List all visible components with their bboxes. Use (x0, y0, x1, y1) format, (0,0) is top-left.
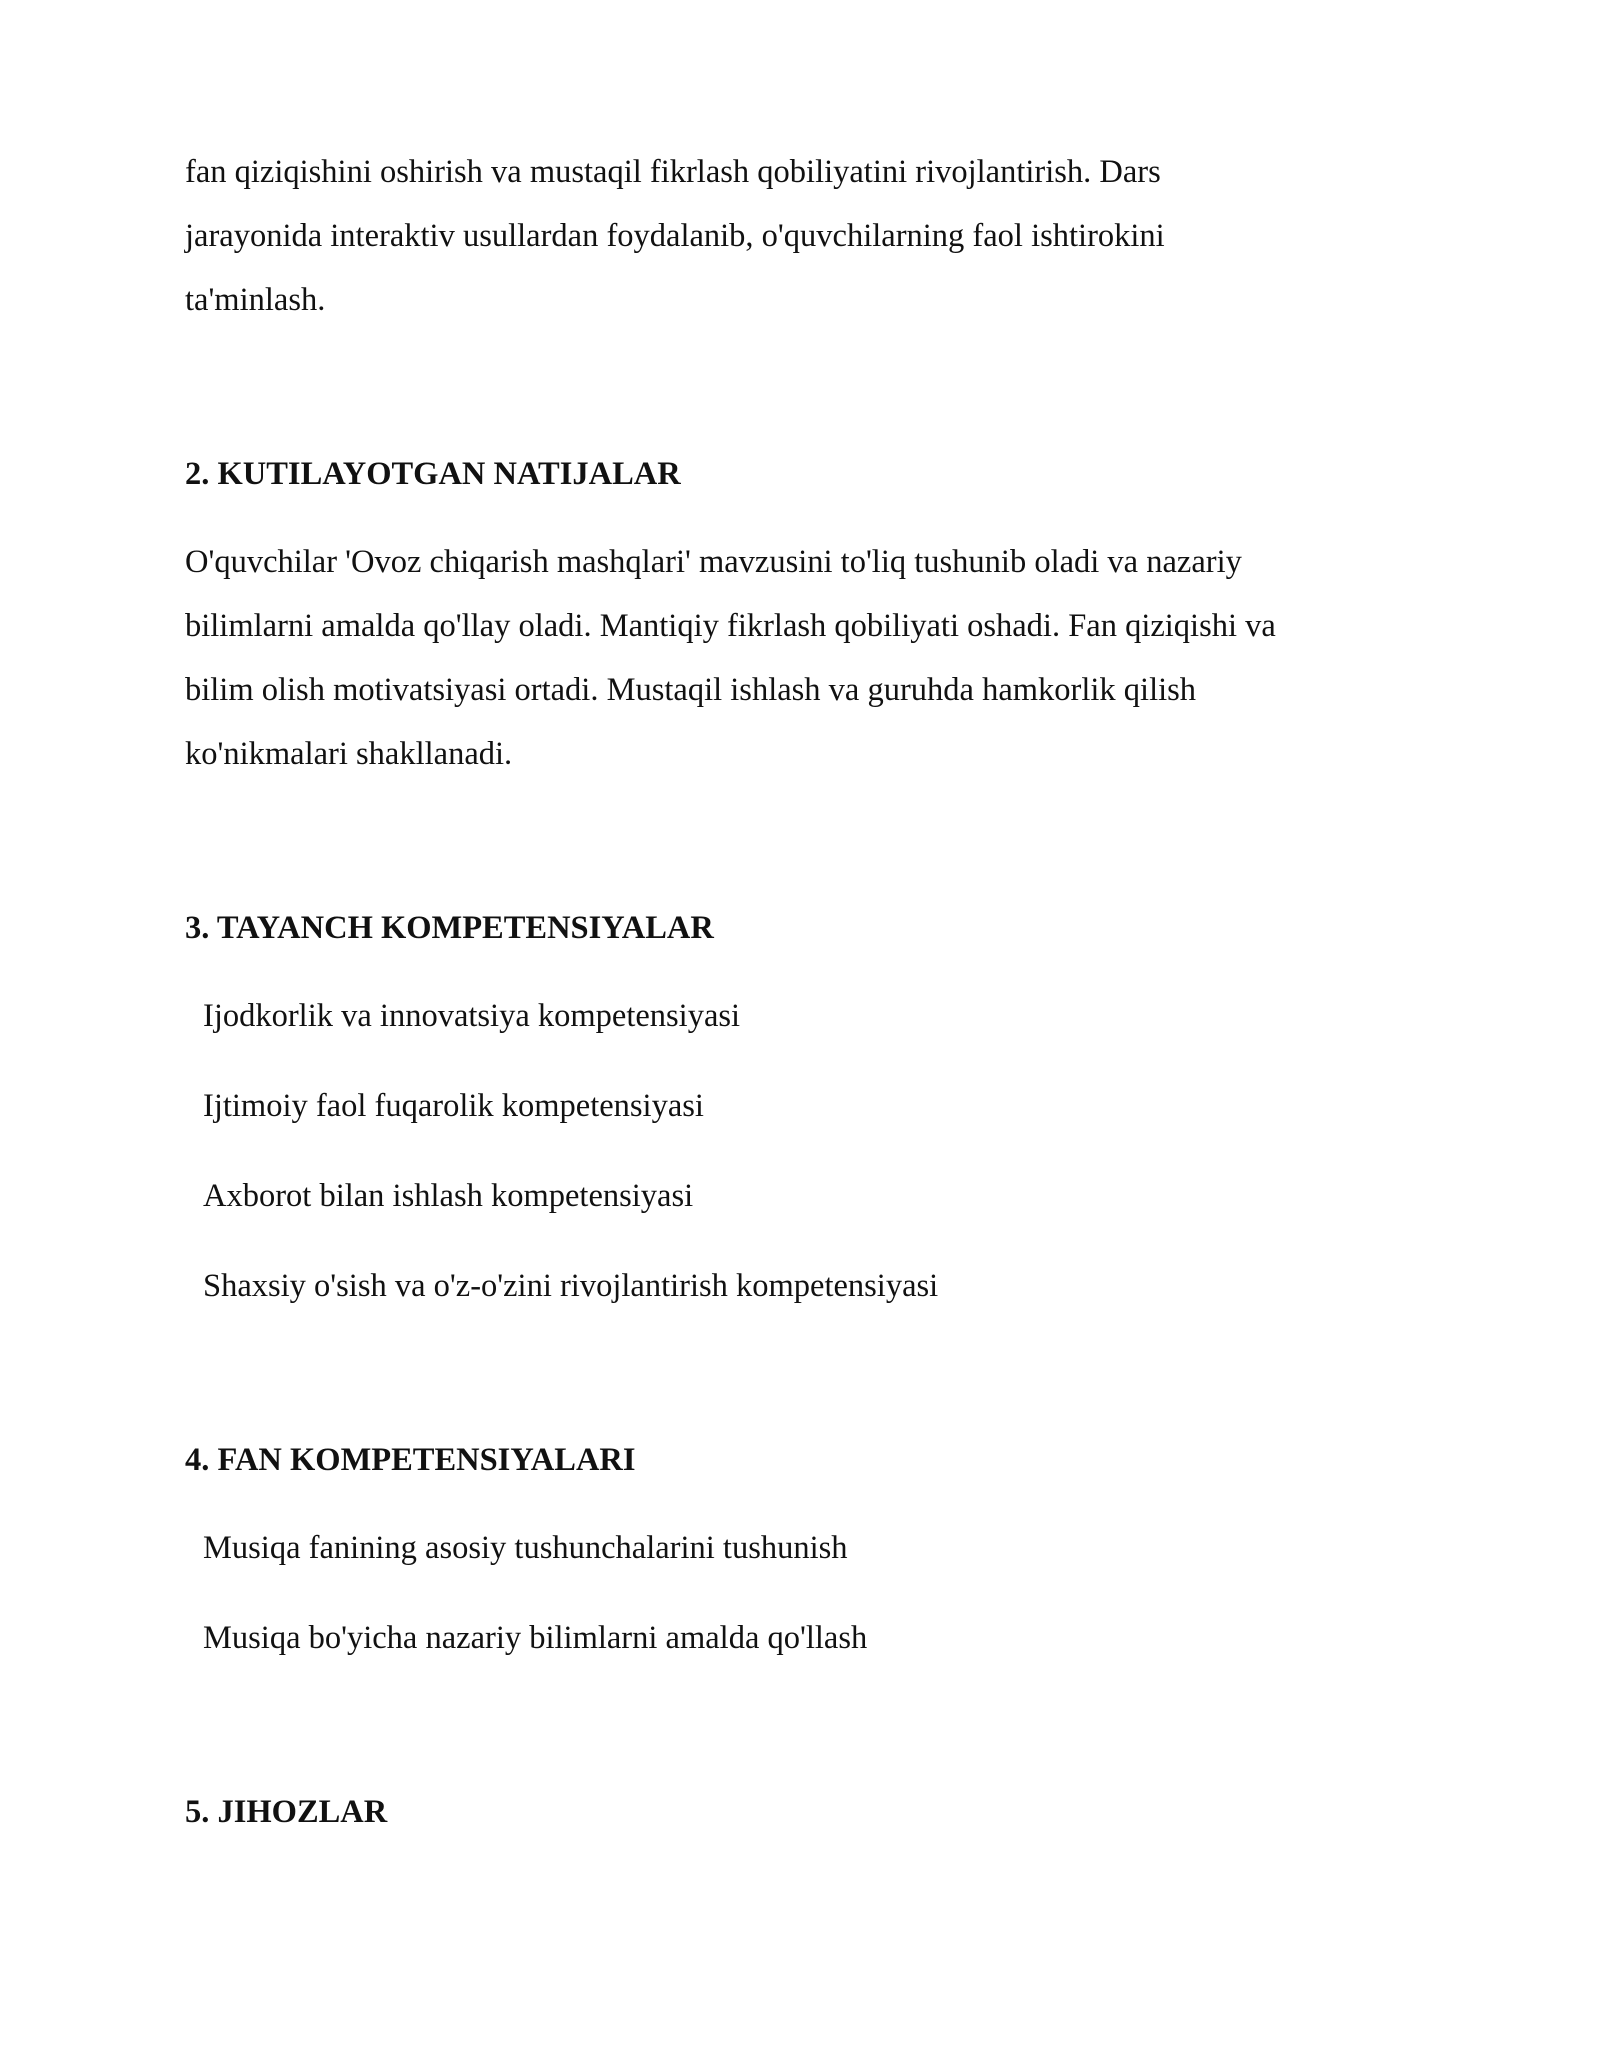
intro-line: ta'minlash. (185, 282, 326, 318)
paragraph-line: ko'nikmalari shakllanadi. (185, 736, 513, 772)
list-item: Musiqa bo'yicha nazariy bilimlarni amalda qo'llash (203, 1620, 868, 1656)
section-heading: 4. FAN KOMPETENSIYALARI (185, 1442, 636, 1478)
paragraph-line: bilim olish motivatsiyasi ortadi. Mustaqil ishlash va guruhda hamkorlik qilish (185, 672, 1197, 708)
section-equipment (185, 1780, 1445, 1844)
list-item: Shaxsiy o'sish va o'z-o'zini rivojlantirish kompetensiyasi (203, 1268, 939, 1304)
list-item: Musiqa fanining asosiy tushunchalarini tushunish (203, 1530, 848, 1566)
section-expected-results (185, 442, 1445, 786)
intro-line: jarayonida interaktiv usullardan foydalanib, o'quvchilarning faol ishtirokini (185, 218, 1165, 254)
list-item: Axborot bilan ishlash kompetensiyasi (203, 1178, 694, 1214)
paragraph-line: bilimlarni amalda qo'llay oladi. Mantiqiy fikrlash qobiliyati oshadi. Fan qiziqishi va (185, 608, 1276, 644)
intro-paragraph (185, 140, 1445, 332)
competency-list (185, 1516, 1445, 1670)
list-item: Ijtimoiy faol fuqarolik kompetensiyasi (203, 1088, 704, 1124)
list-item: Ijodkorlik va innovatsiya kompetensiyasi (203, 998, 741, 1034)
section-heading: 3. TAYANCH KOMPETENSIYALAR (185, 910, 714, 946)
section-core-competencies (185, 896, 1445, 1318)
document-page (185, 140, 1445, 1844)
competency-list (185, 984, 1445, 1318)
section-heading: 2. KUTILAYOTGAN NATIJALAR (185, 456, 681, 492)
intro-line: fan qiziqishini oshirish va mustaqil fikrlash qobiliyatini rivojlantirish. Dars (185, 154, 1161, 190)
section-heading: 5. JIHOZLAR (185, 1794, 388, 1830)
section-paragraph (185, 530, 1445, 786)
section-subject-competencies (185, 1428, 1445, 1670)
paragraph-line: O'quvchilar 'Ovoz chiqarish mashqlari' mavzusini to'liq tushunib oladi va nazariy (185, 544, 1242, 580)
